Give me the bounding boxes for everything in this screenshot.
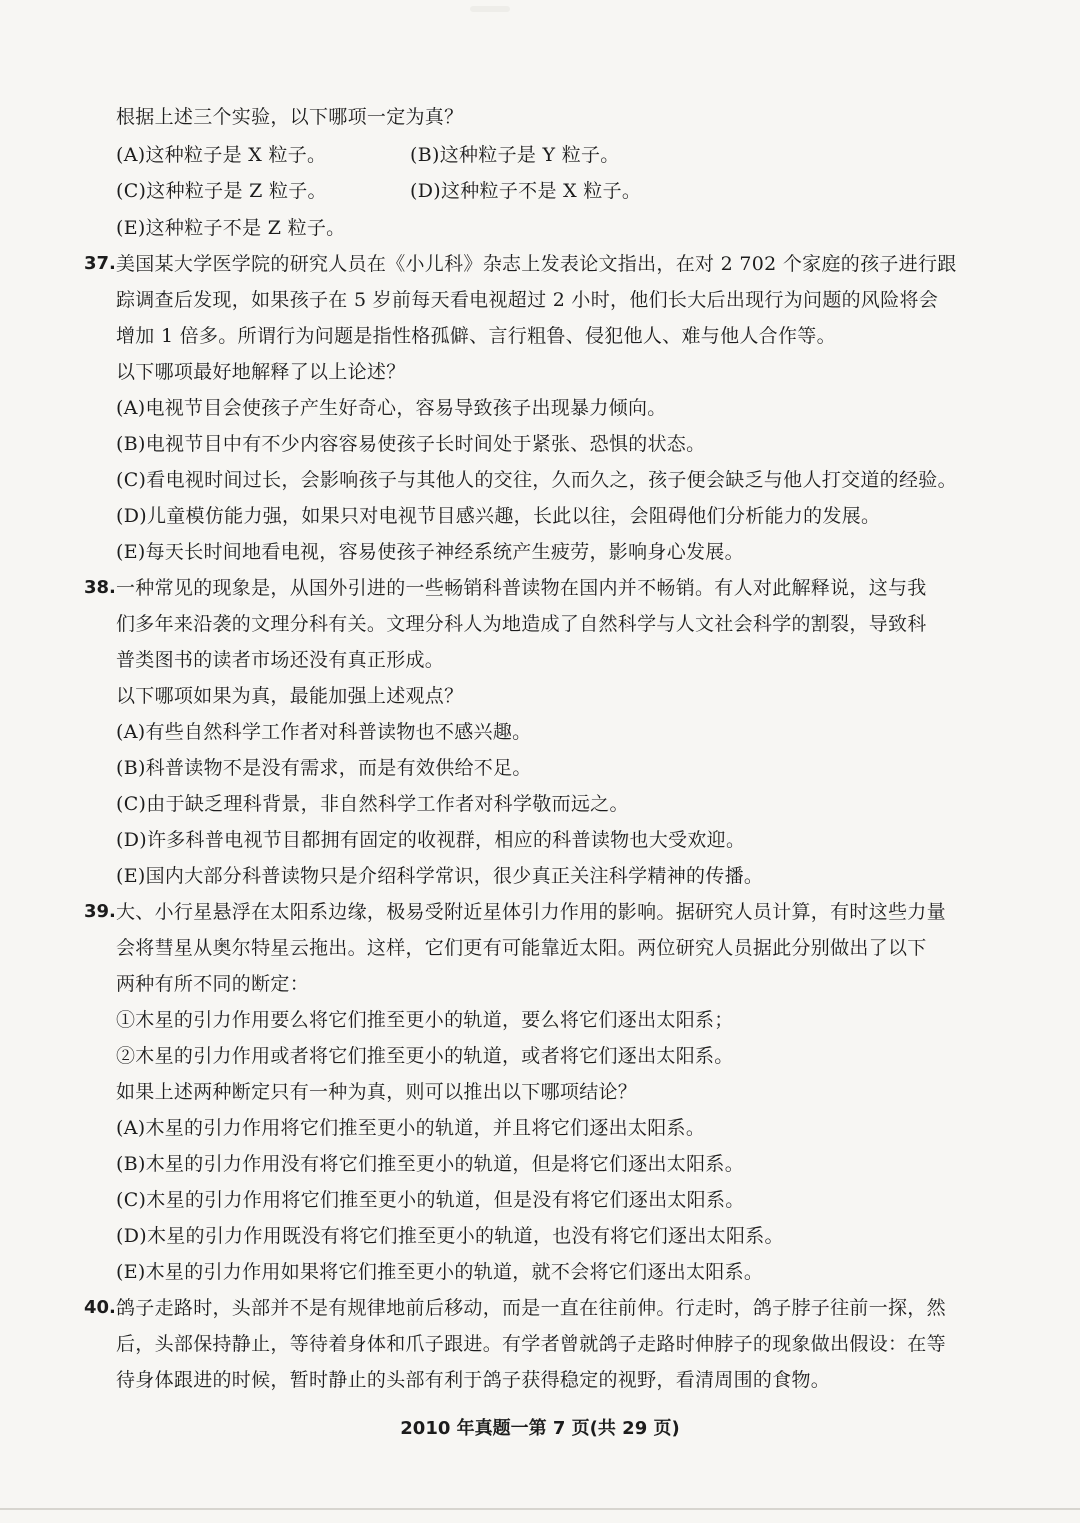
- question-38-text-line-2: 们多年来沿袭的文理分科有关。文理分科人为地造成了自然科学与人文社会科学的割裂，导致科: [116, 613, 927, 635]
- option-36-b: (B)这种粒子是 Y 粒子。: [410, 144, 620, 166]
- question-40-text-line-3: 待身体跟进的时候，暂时静止的头部有利于鸽子获得稳定的视野，看清周围的食物。: [116, 1369, 831, 1391]
- question-39-claim-2: ②木星的引力作用或者将它们推至更小的轨道，或者将它们逐出太阳系。: [116, 1045, 734, 1067]
- option-36-a: (A)这种粒子是 X 粒子。: [116, 144, 327, 166]
- question-40-number: 40.: [84, 1297, 116, 1318]
- option-37-e: (E)每天长时间地看电视，容易使孩子神经系统产生疲劳，影响身心发展。: [116, 541, 744, 563]
- option-38-c: (C)由于缺乏理科背景，非自然科学工作者对科学敬而远之。: [116, 793, 629, 815]
- option-37-a: (A)电视节目会使孩子产生好奇心，容易导致孩子出现暴力倾向。: [116, 397, 667, 419]
- question-39-text-line-3: 两种有所不同的断定：: [116, 973, 310, 995]
- question-39-claim-1: ①木星的引力作用要么将它们推至更小的轨道，要么将它们逐出太阳系；: [116, 1009, 734, 1031]
- option-39-b: (B)木星的引力作用没有将它们推至更小的轨道，但是将它们逐出太阳系。: [116, 1153, 744, 1175]
- question-37-text-line-1: 美国某大学医学院的研究人员在《小儿科》杂志上发表论文指出，在对 2 702 个家庭的孩子进行跟: [116, 253, 957, 275]
- option-36-e: (E)这种粒子不是 Z 粒子。: [116, 217, 346, 239]
- option-36-c: (C)这种粒子是 Z 粒子。: [116, 180, 327, 202]
- question-37-text-line-3: 增加 1 倍多。所谓行为问题是指性格孤僻、言行粗鲁、侵犯他人、难与他人合作等。: [116, 325, 836, 347]
- option-36-d: (D)这种粒子不是 X 粒子。: [410, 180, 642, 202]
- question-39-number: 39.: [84, 901, 116, 922]
- option-39-c: (C)木星的引力作用将它们推至更小的轨道，但是没有将它们逐出太阳系。: [116, 1189, 745, 1211]
- question-37-number: 37.: [84, 253, 116, 274]
- question-37-text-line-2: 踪调查后发现，如果孩子在 5 岁前每天看电视超过 2 小时，他们长大后出现行为问题的风险将会: [116, 289, 939, 311]
- option-39-d: (D)木星的引力作用既没有将它们推至更小的轨道，也没有将它们逐出太阳系。: [116, 1225, 784, 1247]
- question-40-text-line-1: 鸽子走路时，头部并不是有规律地前后移动，而是一直在往前伸。行走时，鸽子脖子往前一探，然: [116, 1297, 946, 1319]
- question-37-stem: 以下哪项最好地解释了以上论述？: [116, 361, 406, 383]
- option-39-a: (A)木星的引力作用将它们推至更小的轨道，并且将它们逐出太阳系。: [116, 1117, 706, 1139]
- option-39-e: (E)木星的引力作用如果将它们推至更小的轨道，就不会将它们逐出太阳系。: [116, 1261, 764, 1283]
- question-38-number: 38.: [84, 577, 116, 598]
- page-footer: 2010 年真题一第 7 页(共 29 页): [400, 1418, 680, 1439]
- question-38-text-line-1: 一种常见的现象是，从国外引进的一些畅销科普读物在国内并不畅销。有人对此解释说，这与我: [116, 577, 927, 599]
- question-38-stem: 以下哪项如果为真，最能加强上述观点？: [116, 685, 464, 707]
- question-39-text-line-2: 会将彗星从奥尔特星云拖出。这样，它们更有可能靠近太阳。两位研究人员据此分别做出了以下: [116, 937, 927, 959]
- option-37-d: (D)儿童模仿能力强，如果只对电视节目感兴趣，长此以往，会阻碍他们分析能力的发展。: [116, 505, 881, 527]
- bottom-divider: [0, 1508, 1080, 1510]
- option-37-b: (B)电视节目中有不少内容容易使孩子长时间处于紧张、恐惧的状态。: [116, 433, 706, 455]
- question-36-stem: 根据上述三个实验，以下哪项一定为真？: [116, 106, 464, 128]
- option-38-d: (D)许多科普电视节目都拥有固定的收视群，相应的科普读物也大受欢迎。: [116, 829, 746, 851]
- question-40-text-line-2: 后，头部保持静止，等待着身体和爪子跟进。有学者曾就鸽子走路时伸脖子的现象做出假设：在等: [116, 1333, 946, 1355]
- question-39-stem: 如果上述两种断定只有一种为真，则可以推出以下哪项结论？: [116, 1081, 638, 1103]
- scan-mark: [470, 6, 510, 12]
- option-38-a: (A)有些自然科学工作者对科普读物也不感兴趣。: [116, 721, 532, 743]
- question-39-text-line-1: 大、小行星悬浮在太阳系边缘，极易受附近星体引力作用的影响。据研究人员计算，有时这些力量: [116, 901, 946, 923]
- question-38-text-line-3: 普类图书的读者市场还没有真正形成。: [116, 649, 445, 671]
- option-37-c: (C)看电视时间过长，会影响孩子与其他人的交往，久而久之，孩子便会缺乏与他人打交道的经验。: [116, 469, 957, 491]
- option-38-e: (E)国内大部分科普读物只是介绍科学常识，很少真正关注科学精神的传播。: [116, 865, 764, 887]
- option-38-b: (B)科普读物不是没有需求，而是有效供给不足。: [116, 757, 532, 779]
